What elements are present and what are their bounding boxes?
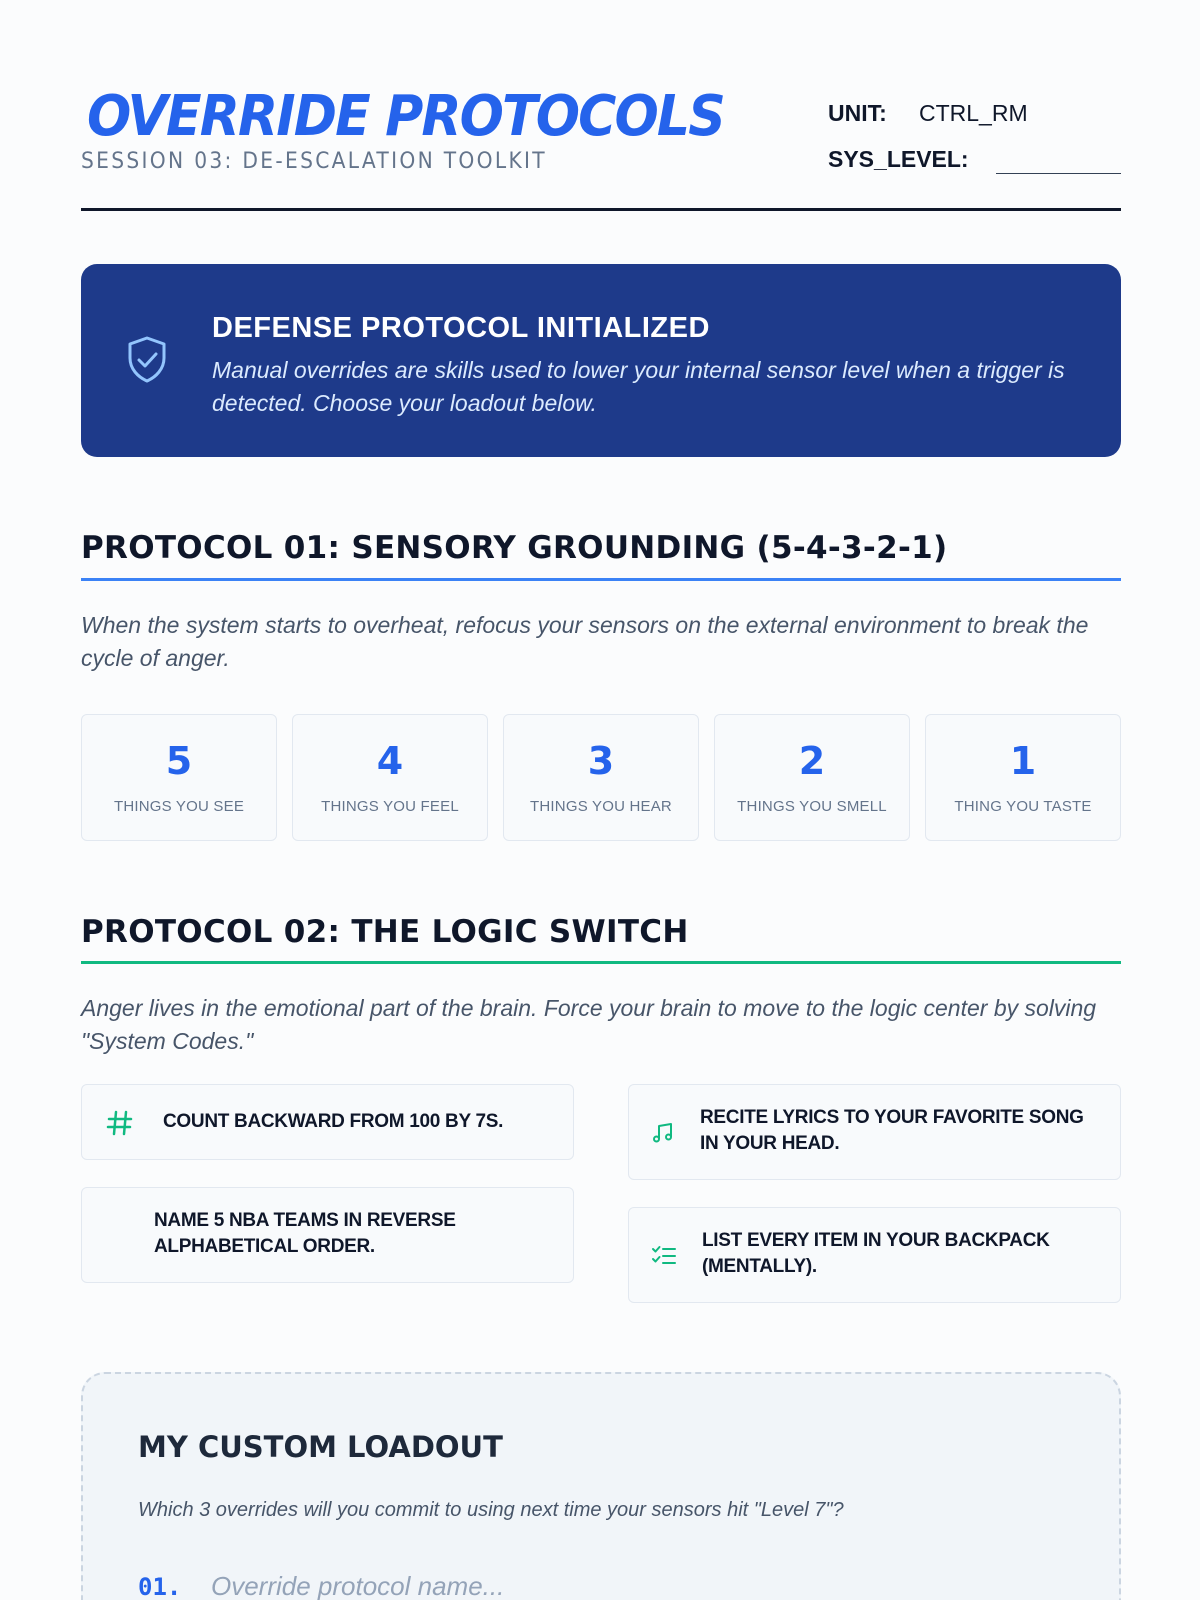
sensory-cards	[81, 714, 1121, 841]
card-number: 5	[165, 739, 193, 783]
protocol-01-description: When the system starts to overheat, refocus your sensors on the external environment to break the cycle of anger.	[81, 612, 1089, 671]
protocol-02-description: Anger lives in the emotional part of the brain. Force your brain to move to the logic center by solving "System Codes."	[81, 995, 1097, 1054]
music-note-icon	[651, 1121, 675, 1145]
logic-task-backpack	[628, 1207, 1121, 1303]
card-label: THINGS YOU FEEL	[321, 798, 459, 815]
card-number: 3	[587, 739, 615, 783]
override-name-input[interactable]	[211, 1566, 1031, 1600]
custom-loadout-panel	[81, 1372, 1121, 1600]
banner-text: Manual overrides are skills used to lower your internal sensor level when a trigger is detected. Choose your loadout below.	[212, 357, 1065, 416]
sensory-card-5	[81, 714, 277, 841]
protocol-02-title: PROTOCOL 02: THE LOGIC SWITCH	[81, 914, 689, 950]
sys-level-label: SYS_LEVEL:	[828, 146, 969, 172]
meta-fields	[828, 100, 1121, 192]
banner-title: DEFENSE PROTOCOL INITIALIZED	[212, 312, 710, 344]
sys-level-blank[interactable]	[996, 173, 1121, 174]
sensory-card-2	[714, 714, 910, 841]
sensory-card-1	[925, 714, 1121, 841]
sensory-card-4	[292, 714, 488, 841]
shield-check-icon	[125, 334, 169, 386]
task-text: NAME 5 NBA TEAMS IN REVERSE ALPHABETICAL ORDER.	[154, 1210, 456, 1257]
checklist-icon	[651, 1244, 677, 1268]
loadout-title: MY CUSTOM LOADOUT	[138, 1430, 503, 1464]
task-text: COUNT BACKWARD FROM 100 BY 7S.	[163, 1111, 504, 1132]
unit-value: CTRL_RM	[919, 100, 1028, 126]
logic-task-recite-lyrics	[628, 1084, 1121, 1180]
card-label: THING YOU TASTE	[954, 798, 1092, 815]
card-number: 1	[1009, 739, 1037, 783]
task-text: LIST EVERY ITEM IN YOUR BACKPACK (MENTALLY).	[702, 1230, 1050, 1277]
page-title: OVERRIDE PROTOCOLS	[87, 84, 724, 149]
header-divider	[81, 208, 1121, 211]
sensory-card-3	[503, 714, 699, 841]
card-number: 2	[798, 739, 826, 783]
task-text: RECITE LYRICS TO YOUR FAVORITE SONG IN YOUR HEAD.	[700, 1107, 1084, 1154]
sys-level-row	[828, 146, 1121, 192]
card-number: 4	[376, 739, 404, 783]
hash-icon	[106, 1109, 134, 1137]
protocol-01-title: PROTOCOL 01: SENSORY GROUNDING (5-4-3-2-1)	[81, 530, 948, 566]
loadout-prompt: Which 3 overrides will you commit to using next time your sensors hit "Level 7"?	[138, 1499, 844, 1521]
unit-row	[828, 100, 1121, 146]
defense-banner	[81, 264, 1121, 457]
logic-task-nba-teams	[81, 1187, 574, 1283]
header	[81, 80, 1121, 210]
page-subtitle: SESSION 03: DE-ESCALATION TOOLKIT	[81, 149, 547, 174]
card-label: THINGS YOU HEAR	[530, 798, 672, 815]
protocol-01-rule	[81, 578, 1121, 581]
protocol-02-rule	[81, 961, 1121, 964]
card-label: THINGS YOU SEE	[113, 798, 245, 815]
unit-label: UNIT:	[828, 100, 887, 126]
slot-number: 01.	[138, 1573, 182, 1600]
card-label: THINGS YOU SMELL	[737, 798, 887, 815]
logic-task-count-backward	[81, 1084, 574, 1160]
